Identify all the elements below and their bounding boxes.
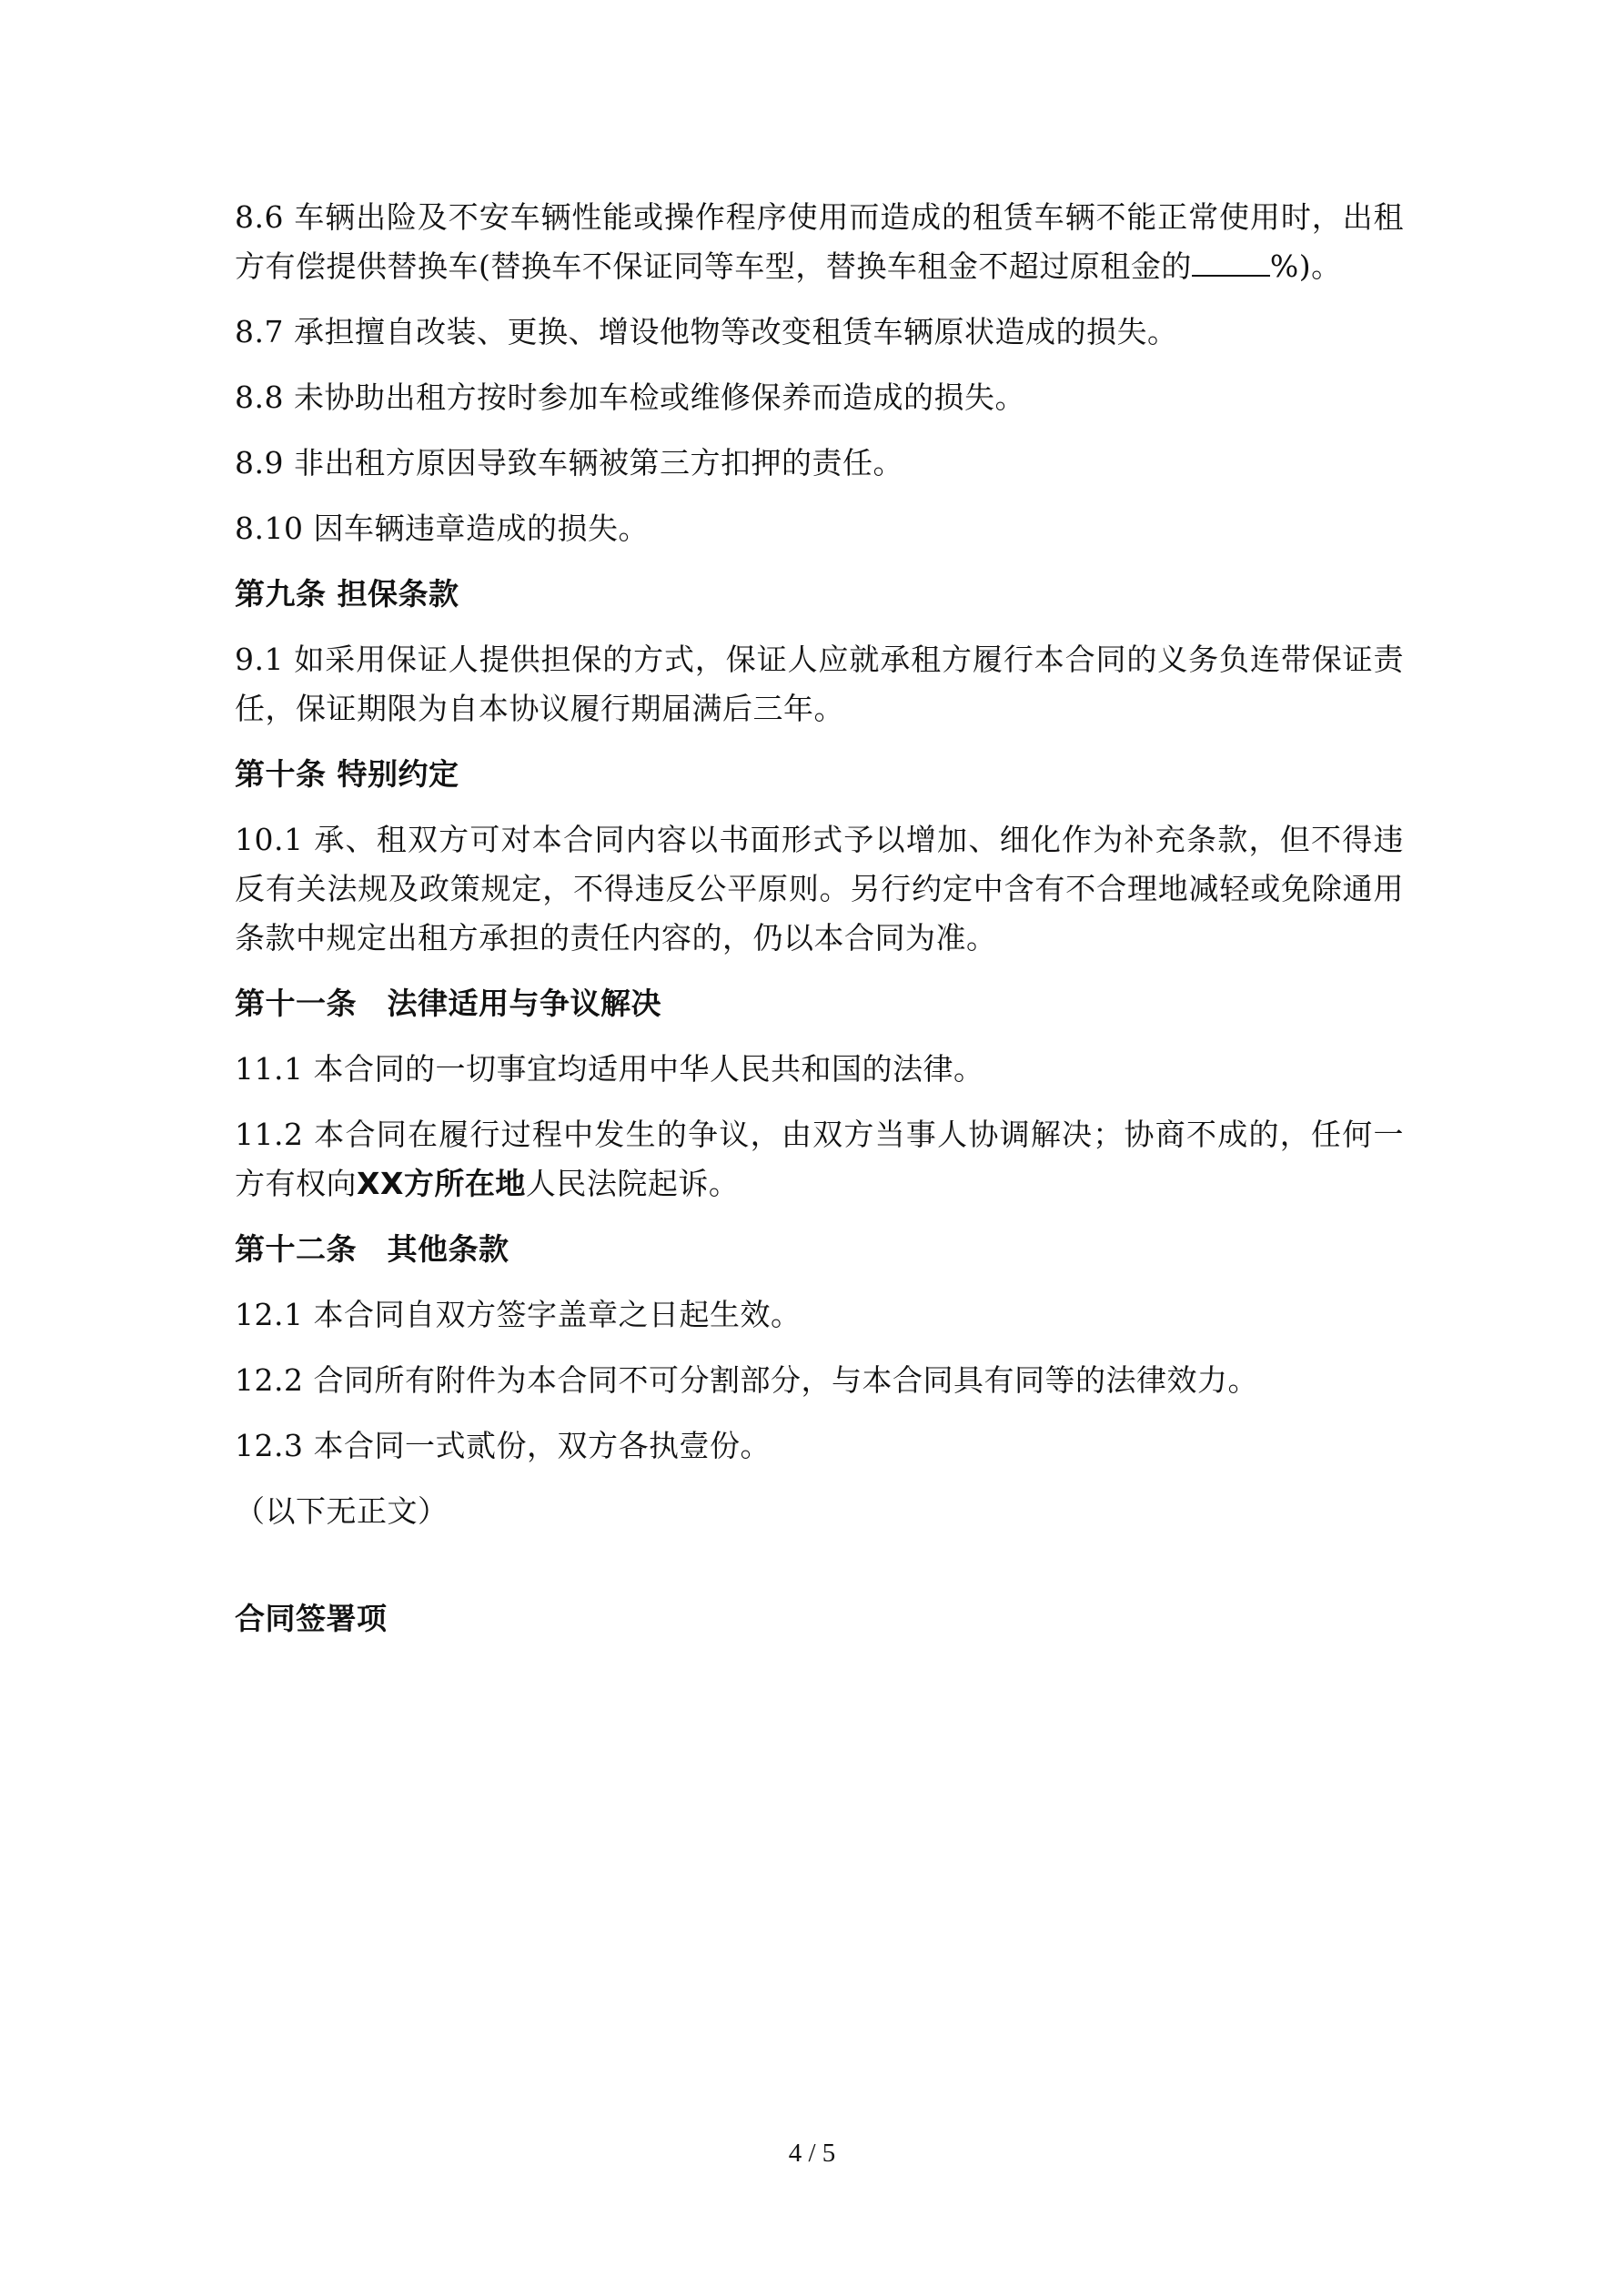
clause-11-1: 11.1 本合同的一切事宜均适用中华人民共和国的法律。 (235, 1051, 984, 1087)
blank-field (1192, 248, 1270, 277)
signature-section-title: 合同签署项 (235, 1601, 388, 1636)
clause-8-6 (235, 193, 1404, 291)
clause-11-2-suffix: 人民法院起诉。 (525, 1166, 740, 1201)
clause-11-2 (235, 1110, 1404, 1209)
clause-8-10: 8.10 因车辆违章造成的损失。 (235, 511, 649, 546)
contract-body (235, 193, 1404, 1674)
clause-8-9: 8.9 非出租方原因导致车辆被第三方扣押的责任。 (235, 445, 903, 480)
end-note: （以下无正文） (235, 1493, 449, 1529)
page-number: 4 / 5 (788, 2139, 836, 2168)
clause-12-3: 12.3 本合同一式贰份，双方各执壹份。 (235, 1428, 771, 1463)
court-location: XX方所在地 (357, 1166, 526, 1201)
article-10-heading: 第十条 特别约定 (235, 756, 459, 792)
article-11-heading: 第十一条 法律适用与争议解决 (235, 986, 661, 1021)
clause-11-2-text: 11.2 本合同在履行过程中发生的争议，由双方当事人协调解决；协商不成的，任何一方有权向 (235, 1117, 1404, 1201)
clause-9-1: 9.1 如采用保证人提供担保的方式，保证人应就承租方履行本合同的义务负连带保证责任，保证期限为自本协议履行期届满后三年。 (235, 642, 1404, 726)
clause-8-8: 8.8 未协助出租方按时参加车检或维修保养而造成的损失。 (235, 379, 1025, 415)
article-9-heading: 第九条 担保条款 (235, 576, 459, 612)
clause-12-1: 12.1 本合同自双方签字盖章之日起生效。 (235, 1297, 802, 1332)
article-12-heading: 第十二条 其他条款 (235, 1231, 509, 1267)
clause-8-6-text: 8.6 车辆出险及不安车辆性能或操作程序使用而造成的租赁车辆不能正常使用时，出租方有偿提供替换车(替换车不保证同等车型，替换车租金不超过原租金的 (235, 199, 1404, 284)
clause-12-2: 12.2 合同所有附件为本合同不可分割部分，与本合同具有同等的法律效力。 (235, 1362, 1258, 1398)
clause-10-1: 10.1 承、租双方可对本合同内容以书面形式予以增加、细化作为补充条款，但不得违反有关法规及政策规定，不得违反公平原则。另行约定中含有不合理地减轻或免除通用条款中规定出租方承担的责任内容的，仍以本合同为准。 (235, 822, 1404, 956)
clause-8-7: 8.7 承担擅自改装、更换、增设他物等改变租赁车辆原状造成的损失。 (235, 314, 1178, 349)
clause-8-6-suffix: %)。 (1269, 248, 1342, 284)
